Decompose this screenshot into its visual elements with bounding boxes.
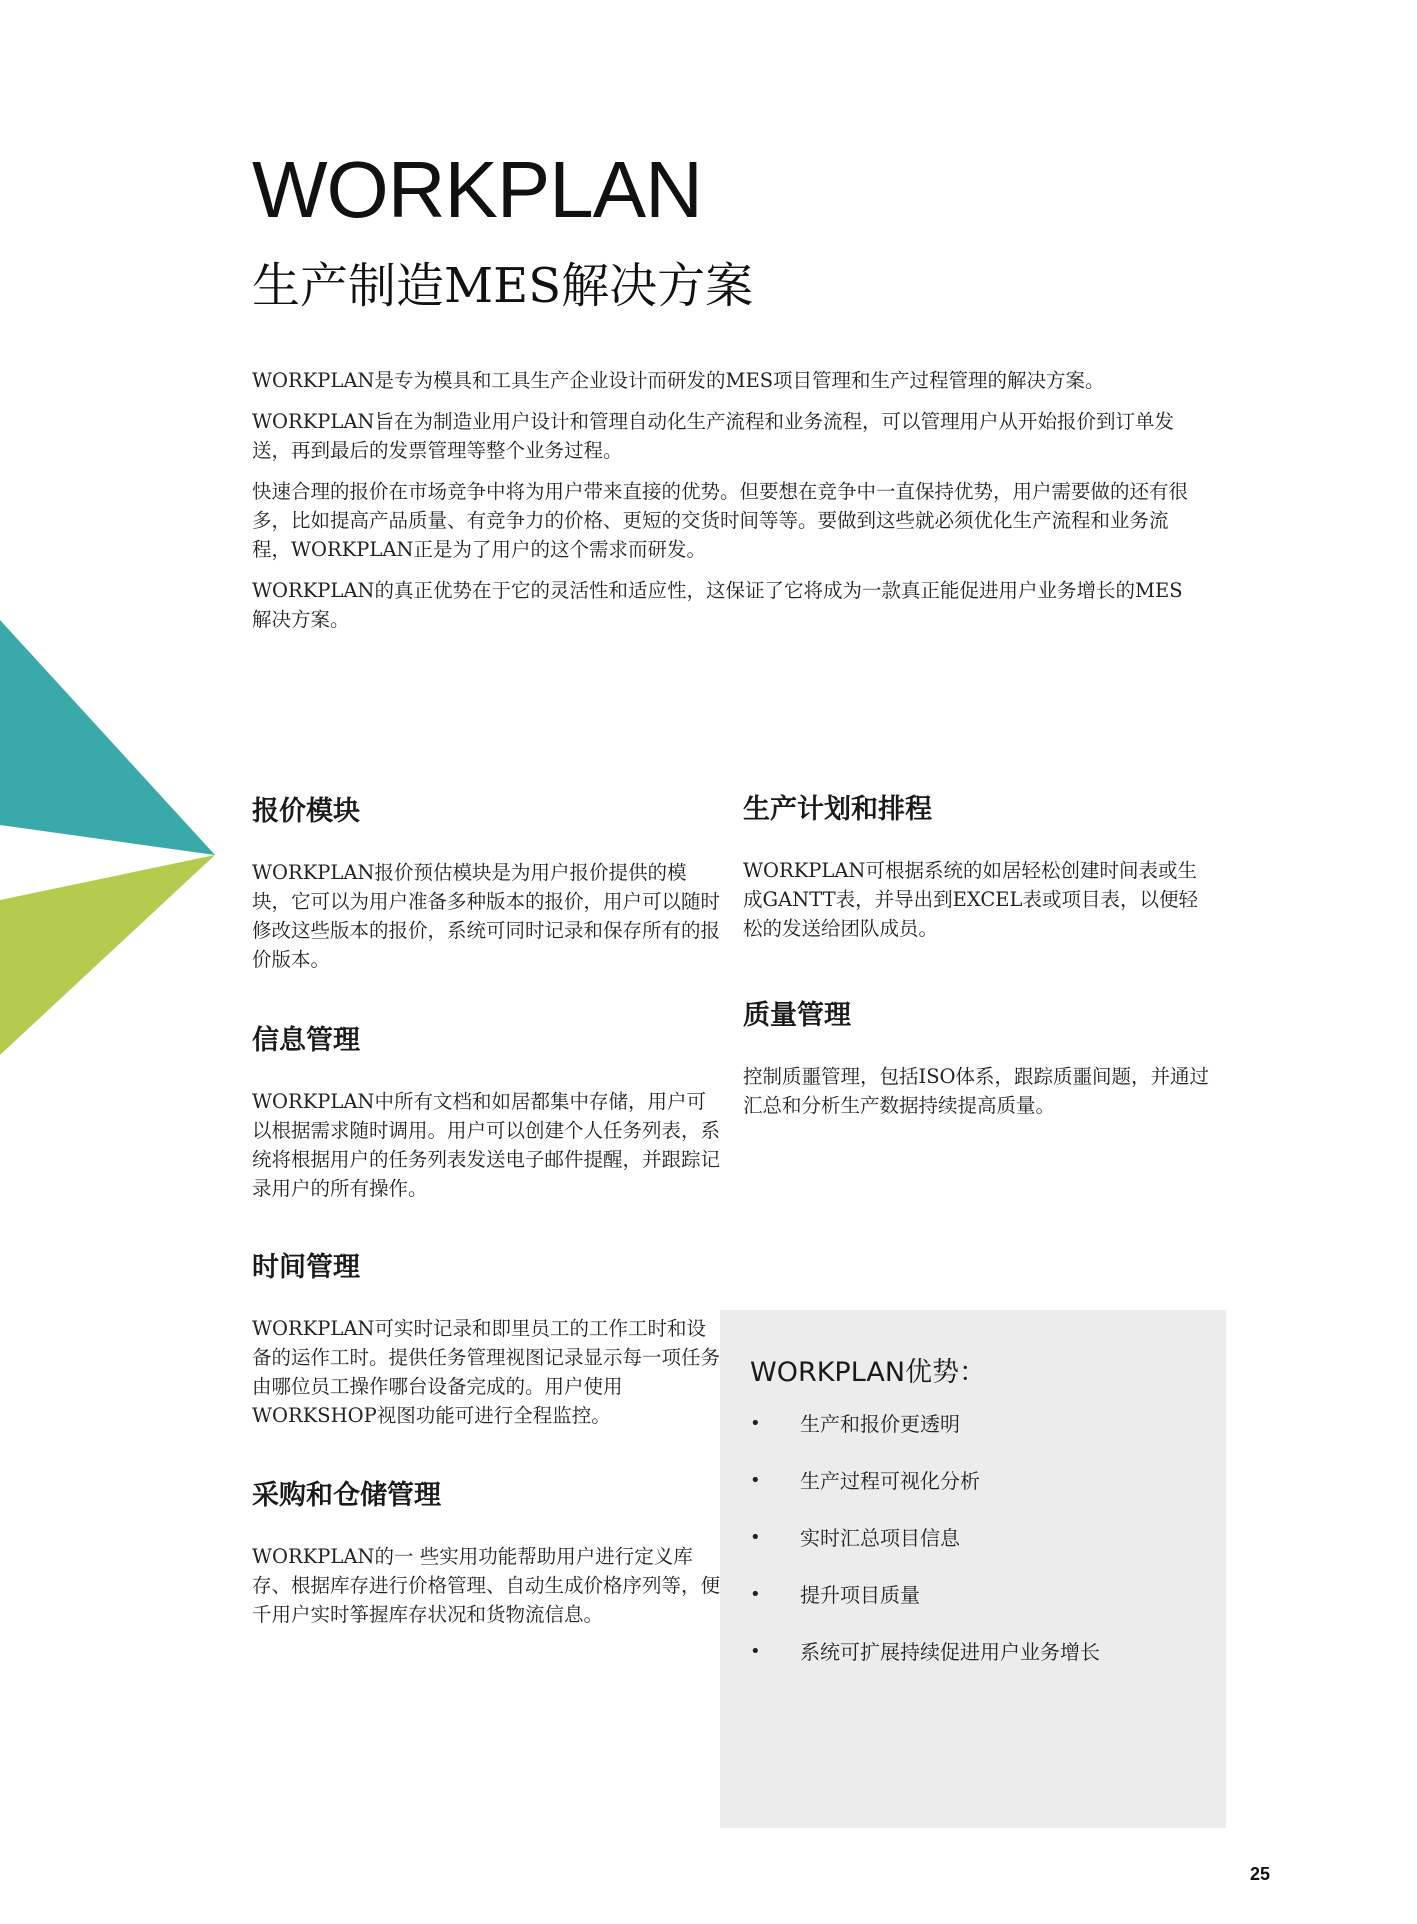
section-body: WORKPLAN报价预估模块是为用户报价提供的模块，它可以为用户准备多种版本的报价，用户可以随时修改这些版本的报价，系统可同时记录和保存所有的报价版本。 xyxy=(252,861,721,972)
page-number: 25 xyxy=(1250,1864,1271,1884)
section-quote xyxy=(252,796,722,974)
decorative-triangles xyxy=(0,620,220,1070)
section-planning xyxy=(743,794,1213,943)
section-body: WORKPLAN的一 些实用功能帮助用户进行定义库存、根据库存进行价格管理、自动生成价格序列等，便千用户实时筝握库存状况和货物流信息。 xyxy=(252,1545,721,1627)
bullet-icon: • xyxy=(750,1413,761,1434)
list-item xyxy=(750,1524,1100,1581)
section-body: 控制质噩管理，包括ISO体系，跟踪质噩间题，并通过汇总和分析生产数据持续提高质量。 xyxy=(743,1065,1210,1118)
list-item xyxy=(750,1467,1100,1524)
page-subtitle: 生产制造MES解决方案 xyxy=(252,258,754,314)
bullet-icon: • xyxy=(750,1470,761,1491)
section-body: WORKPLAN可实时记录和即里员工的工作工时和设备的运作工时。提供任务管理视图记录显示每一项任务由哪位员工操作哪台设备完成的。用户使用WORKSHOP视图功能可进行全程监控。 xyxy=(252,1317,721,1428)
list-item-label: 生产和报价更透明 xyxy=(800,1412,960,1436)
intro-paragraph: 快速合理的报价在市场竞争中将为用户带来直接的优势。但要想在竞争中一直保持优势，用户需要做的还有很多，比如提高产品质量、有竞争力的价格、更短的交货时间等等。要做到这些就必须优化生产流程和业务流程，WORKPLAN正是为了用户的这个需求而研发。 xyxy=(252,480,1189,561)
teal-triangle xyxy=(0,620,215,855)
list-item-label: 实时汇总项目信息 xyxy=(800,1526,960,1550)
advantages-list xyxy=(750,1410,1100,1695)
section-info xyxy=(252,1025,722,1203)
section-body: WORKPLAN中所有文档和如居都集中存储，用户可以根据需求随时调用。用户可以创建个人任务列表，系统将根据用户的任务列表发送电子邮件提醒，并跟踪记录用户的所有操作。 xyxy=(252,1090,721,1201)
section-quality xyxy=(743,1000,1213,1120)
list-item-label: 生产过程可视化分析 xyxy=(800,1469,980,1493)
list-item-label: 系统可扩展持续促进用户业务增长 xyxy=(800,1640,1100,1664)
advantages-title: WORKPLAN优势： xyxy=(750,1357,987,1388)
section-purchase xyxy=(252,1480,722,1629)
section-title: 报价模块 xyxy=(252,796,360,827)
intro-text xyxy=(252,366,1202,646)
intro-paragraph: WORKPLAN的真正优势在于它的灵活性和适应性，这保证了它将成为一款真正能促进用户业务增长的MES解决方案。 xyxy=(252,579,1183,631)
page-title: WORKPLAN xyxy=(252,145,702,234)
advantages-box xyxy=(720,1310,1226,1828)
lime-triangle xyxy=(0,855,215,1055)
section-title: 质量管理 xyxy=(743,1000,851,1031)
section-title: 信息管理 xyxy=(252,1025,360,1056)
intro-paragraph: WORKPLAN是专为模具和工具生产企业设计而研发的MES项目管理和生产过程管理的解决方案。 xyxy=(252,369,1105,392)
bullet-icon: • xyxy=(750,1641,761,1662)
bullet-icon: • xyxy=(750,1584,761,1605)
section-body: WORKPLAN可根据系统的如居轻松创建时间表或生成GANTT表，并导出到EXCEL表或项目表，以便轻松的发送给团队成员。 xyxy=(743,859,1198,941)
section-title: 生产计划和排程 xyxy=(743,794,932,825)
section-time xyxy=(252,1252,722,1430)
section-title: 采购和仓储管理 xyxy=(252,1480,441,1511)
list-item xyxy=(750,1638,1100,1695)
intro-paragraph: WORKPLAN旨在为制造业用户设计和管理自动化生产流程和业务流程，可以管理用户从开始报价到订单发送，再到最后的发票管理等整个业务过程。 xyxy=(252,410,1174,462)
section-title: 时间管理 xyxy=(252,1252,360,1283)
list-item xyxy=(750,1410,1100,1467)
bullet-icon: • xyxy=(750,1527,761,1548)
list-item-label: 提升项目质量 xyxy=(800,1583,920,1607)
list-item xyxy=(750,1581,1100,1638)
